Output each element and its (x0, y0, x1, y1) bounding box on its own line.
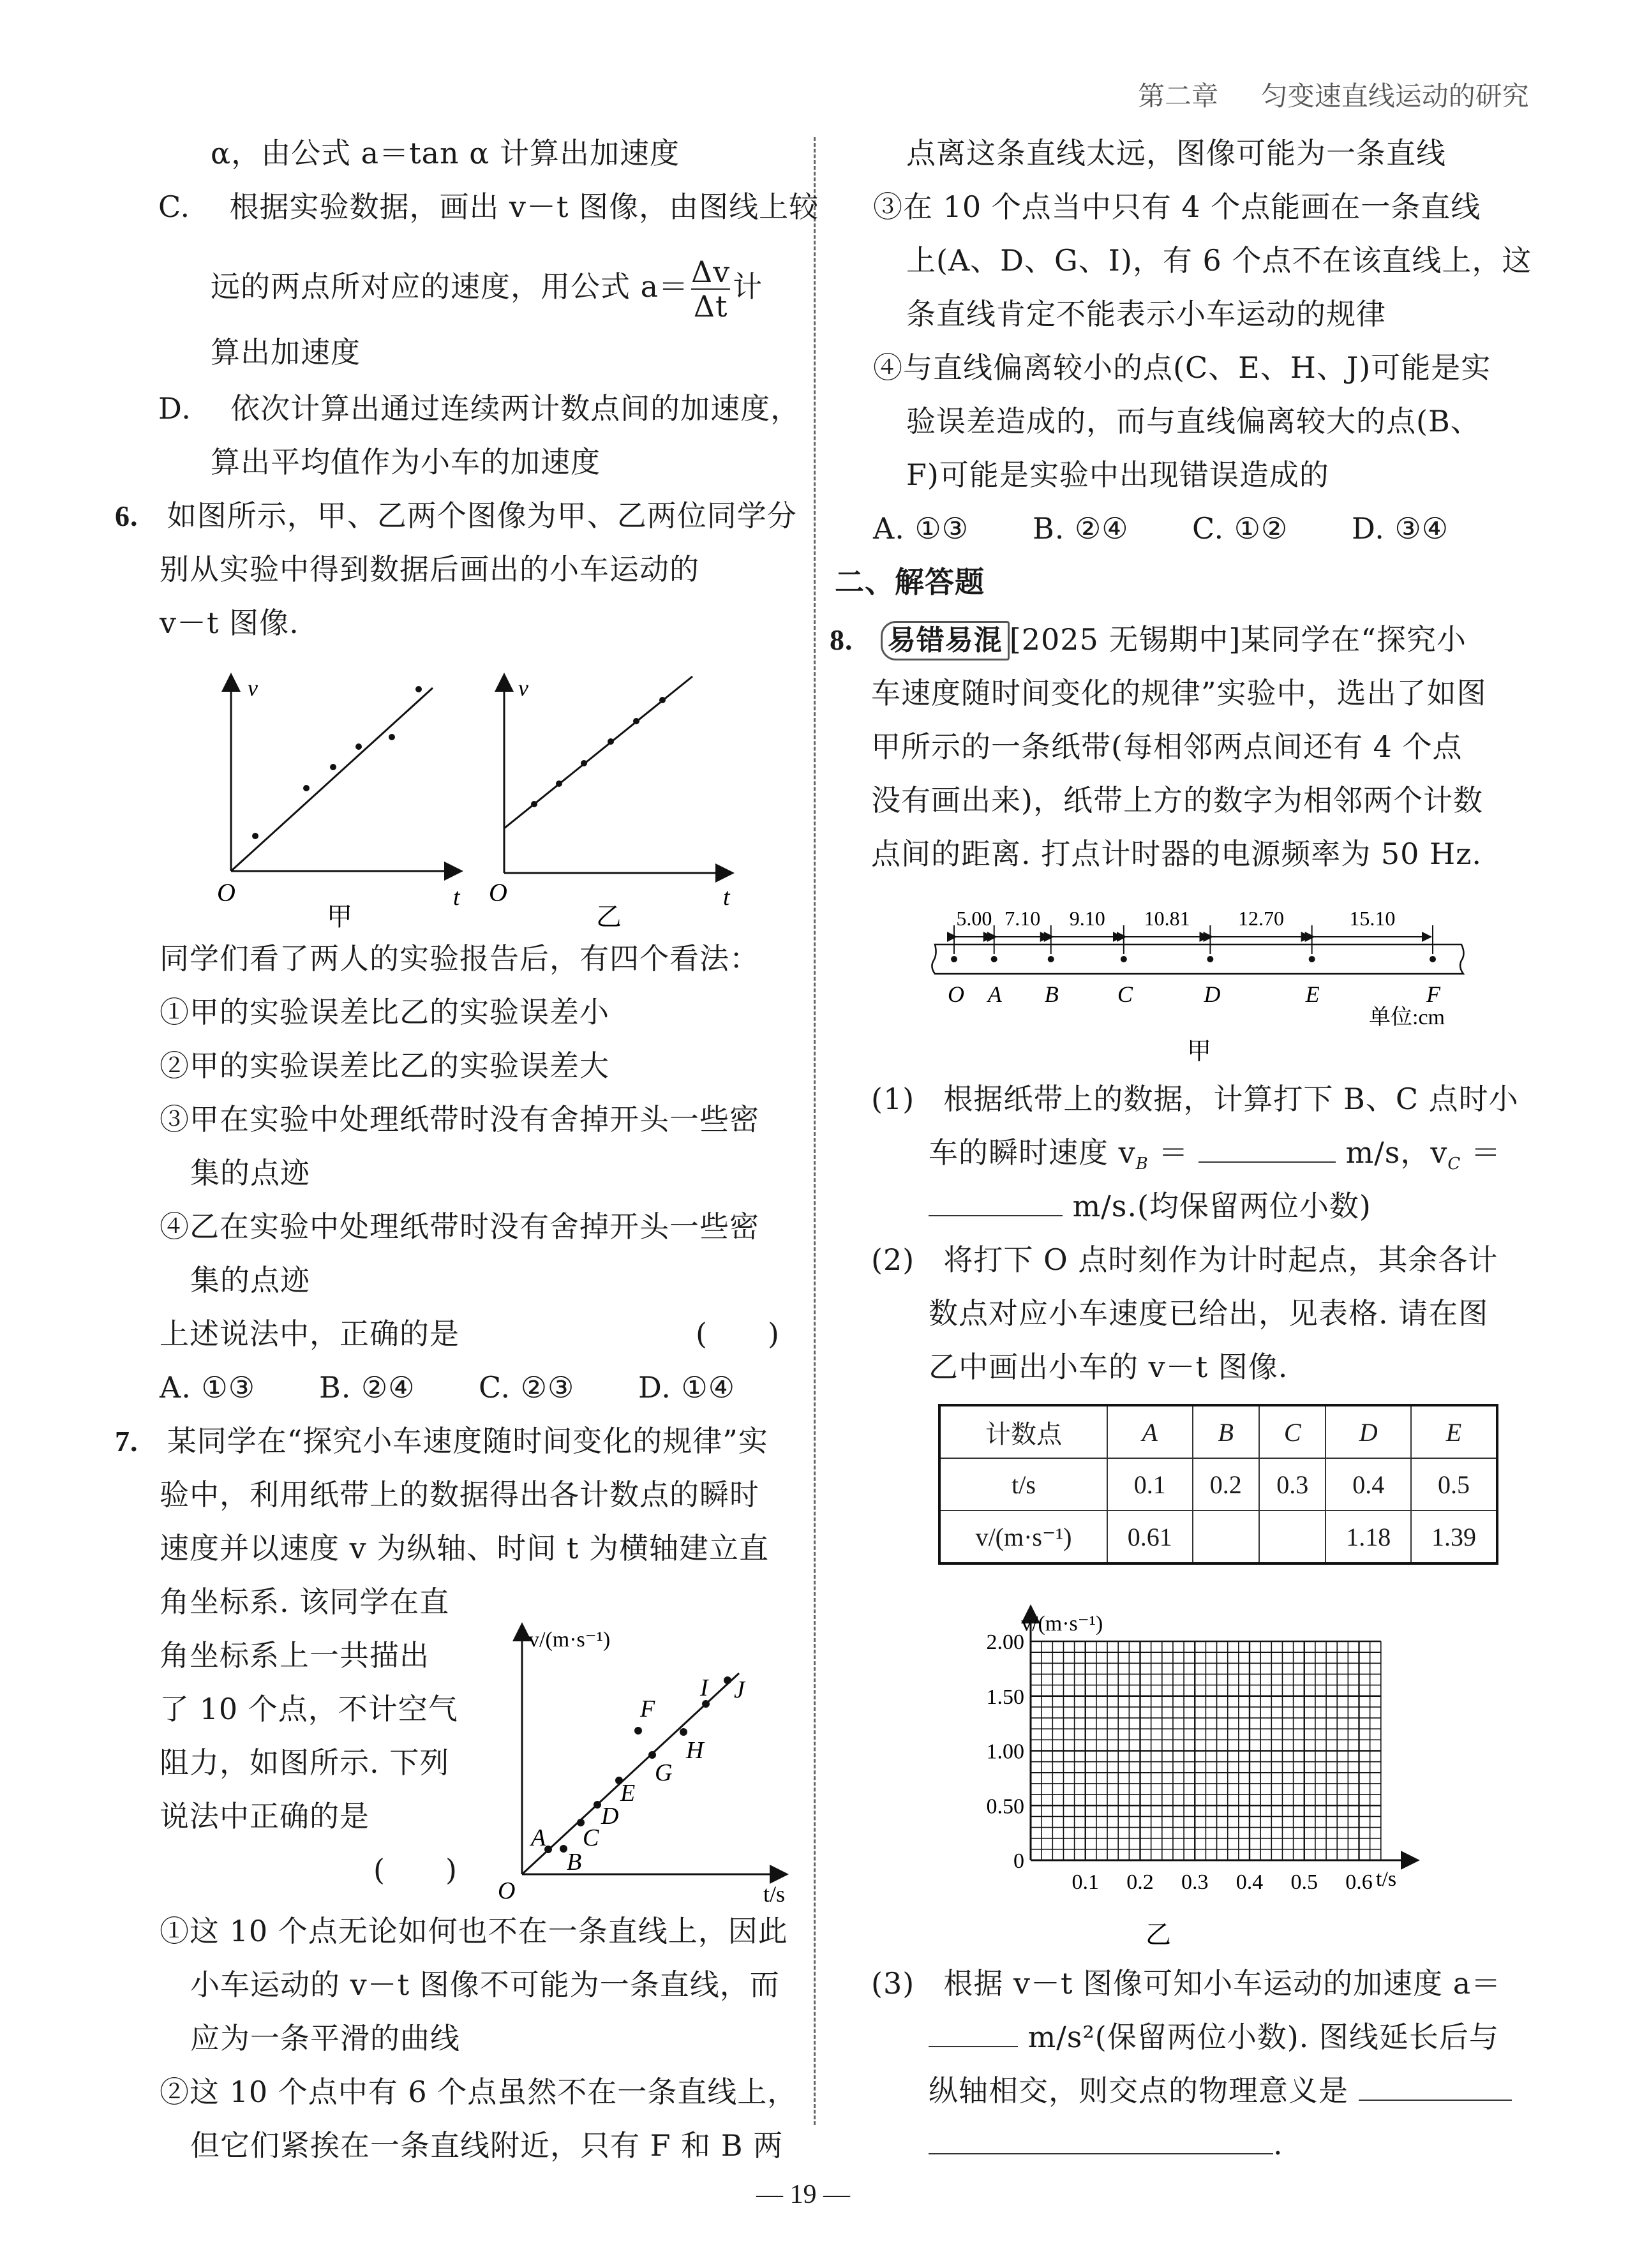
q6-intro: 同学们看了两人的实验报告后，有四个看法： (160, 941, 759, 976)
q7-stem-line8: 说法中正确的是 (160, 1799, 370, 1833)
option-label: D. (158, 391, 191, 426)
option-c[interactable]: C. ①② (1192, 511, 1288, 546)
text: . (1273, 2127, 1283, 2161)
x-axis-label: t (723, 884, 730, 911)
point-H (680, 1728, 687, 1736)
y-tick-label: 0 (1013, 1849, 1024, 1873)
dot-A (991, 956, 997, 962)
fit-line (231, 688, 433, 871)
point-label-B: B (1044, 981, 1059, 1007)
question-number: 6. (115, 500, 138, 532)
point-J (724, 1676, 731, 1684)
chapter-header (1138, 75, 1529, 114)
page-number: — 19 — (756, 2180, 850, 2209)
q7-stem-line7: 阻力，如图所示. 下列 (160, 1745, 450, 1780)
table-cell[interactable] (1193, 1511, 1259, 1563)
label-C: C (583, 1824, 599, 1851)
point-label-F: F (1426, 981, 1440, 1007)
text: m/s²(保留两位小数). 图线延长后与 (1027, 2020, 1499, 2054)
data-point (531, 801, 537, 807)
data-point (252, 833, 258, 839)
q5-option-d (158, 382, 800, 435)
dot-E (1309, 956, 1315, 962)
q5-option-d-line2: 算出平均值作为小车的加速度 (211, 445, 601, 479)
x-tick-label: 0.1 (1072, 1870, 1099, 1894)
column-header: A (1107, 1405, 1193, 1458)
table-cell: 1.18 (1326, 1511, 1411, 1563)
q8-part3-line2 (929, 2010, 1499, 2064)
dot-B (1048, 956, 1054, 962)
distance-label: 5.00 (956, 907, 992, 930)
q5-option-c-line2 (211, 255, 763, 323)
label-G: G (655, 1759, 673, 1786)
label-F: F (640, 1696, 655, 1722)
table-cell: 0.4 (1326, 1458, 1411, 1511)
chart-caption: 乙 (1146, 1920, 1171, 1949)
data-point (556, 780, 562, 787)
q8-part2-line1 (871, 1233, 1498, 1287)
q8-part3-line4 (929, 2117, 1283, 2171)
graph-yi (489, 675, 731, 931)
y-axis-label: v (518, 675, 528, 701)
data-point (389, 734, 395, 740)
distance-label: 7.10 (1004, 907, 1041, 930)
distance-label: 10.81 (1144, 907, 1190, 930)
difficulty-badge: 易错易混 (881, 621, 1010, 660)
point-labels (529, 1675, 746, 1876)
text: 远的两点所对应的速度，用公式 a＝ (211, 269, 689, 304)
q8-stem-line2: 车速度随时间变化的规律”实验中，选出了如图 (871, 676, 1487, 710)
q8-part1-line3 (929, 1179, 1371, 1233)
q7-statement-2-cont2: 点离这条直线太远，图像可能为一条直线 (906, 136, 1446, 170)
row-header: t/s (939, 1458, 1107, 1511)
table-cell: 0.5 (1411, 1458, 1497, 1511)
dot-O (951, 956, 957, 962)
y-tick-label: 1.00 (986, 1740, 1024, 1764)
paper-tape-diagram (929, 900, 1465, 1066)
q7-statement-3-cont2: 条直线肯定不能表示小车运动的规律 (906, 297, 1386, 331)
table-cell[interactable] (1259, 1511, 1326, 1563)
option-d[interactable]: D. ①④ (638, 1370, 735, 1405)
section-heading: 二、解答题 (835, 565, 985, 599)
dot-F (1430, 956, 1436, 962)
q7-stem-line6: 了 10 个点，不计空气 (160, 1692, 458, 1726)
text: ＝ (1148, 1135, 1189, 1170)
option-b[interactable]: B. ②④ (1033, 511, 1129, 546)
q7-statement-3: ③在 10 个点当中只有 4 个点能画在一条直线 (873, 190, 1481, 224)
x-axis-label: t (453, 884, 460, 911)
label-D: D (601, 1803, 619, 1830)
option-label: C. (158, 190, 191, 224)
q6-statement-4-cont: 集的点迹 (190, 1263, 310, 1297)
x-tick-label: 0.5 (1290, 1870, 1318, 1894)
point-label-E: E (1305, 981, 1320, 1007)
q8-stem-line1 (830, 613, 1467, 667)
column-header: D (1326, 1405, 1411, 1458)
table-row (939, 1511, 1497, 1563)
vt-grid-chart[interactable] (970, 1595, 1430, 1953)
fraction-denominator: Δt (693, 289, 728, 324)
data-point (415, 686, 422, 692)
part-text: 根据纸带上的数据，计算打下 B、C 点时小 (943, 1082, 1519, 1116)
point-F (634, 1727, 642, 1735)
label-J: J (734, 1676, 745, 1703)
point-G (648, 1751, 656, 1759)
point-label-O: O (948, 981, 964, 1007)
part-label: (2) (871, 1242, 915, 1277)
dot-D (1207, 956, 1213, 962)
row-header: 计数点 (939, 1405, 1107, 1458)
y-axis-label: v (248, 675, 258, 701)
answer-blank-meaning-cont[interactable] (929, 2128, 1273, 2154)
subscript: C (1447, 1154, 1461, 1174)
column-header: C (1259, 1405, 1326, 1458)
point-label-D: D (1204, 981, 1221, 1007)
part-text: 根据 v－t 图像可知小车运动的加速度 a＝ (943, 1966, 1502, 2001)
y-tick-label: 0.50 (986, 1794, 1024, 1819)
table-cell: 0.3 (1259, 1458, 1326, 1511)
option-text: 根据实验数据，画出 v－t 图像，由图线上较 (229, 190, 819, 224)
q7-stem-line3: 速度并以速度 v 为纵轴、时间 t 为横轴建立直 (160, 1531, 769, 1565)
table-cell: 1.39 (1411, 1511, 1497, 1563)
graph-caption: 甲 (327, 902, 352, 931)
fraction-numerator: Δv (691, 255, 731, 289)
data-point (633, 718, 639, 724)
data-point (608, 738, 614, 745)
q7-statement-2: ②这 10 个点中有 6 个点虽然不在一条直线上， (160, 2075, 798, 2109)
q7-graph (485, 1595, 817, 1902)
point-label-A: A (987, 981, 1002, 1007)
q8-part3-line3 (929, 2064, 1512, 2117)
point-D (594, 1801, 601, 1809)
option-a[interactable]: A. ①③ (160, 1370, 255, 1405)
label-E: E (620, 1780, 636, 1807)
text: 车的瞬时速度 v (929, 1135, 1136, 1170)
point-label-C: C (1117, 981, 1133, 1007)
part-label: (1) (871, 1082, 915, 1116)
source-tag: [2025 无锡期中] (1009, 622, 1241, 657)
y-axis-label: v/(m·s⁻¹) (528, 1628, 611, 1652)
q5-option-c (158, 180, 819, 234)
data-points (252, 686, 422, 839)
tick-labels (987, 1630, 1373, 1894)
text: 计 (733, 269, 763, 304)
q7-statement-1: ①这 10 个点无论如何也不在一条直线上，因此 (160, 1914, 788, 1948)
q7-stem-line1 (115, 1414, 768, 1468)
label-B: B (567, 1849, 582, 1876)
text: m/s，v (1345, 1135, 1448, 1170)
label-A: A (531, 1824, 546, 1851)
x-tick-label: 0.2 (1126, 1870, 1154, 1894)
q6-graphs (191, 651, 766, 932)
chapter-number: 第二章 (1138, 80, 1219, 112)
q8-stem-line3: 甲所示的一条纸带(每相邻两点间还有 4 个点 (871, 729, 1463, 764)
text: ＝ (1461, 1135, 1501, 1170)
subscript: B (1135, 1154, 1149, 1174)
part-text: 将打下 O 点时刻作为计时起点，其余各计 (943, 1242, 1498, 1277)
column-header: E (1411, 1405, 1497, 1458)
y-tick-label: 1.50 (986, 1685, 1024, 1709)
q7-stem-line4: 角坐标系. 该同学在直 (160, 1585, 450, 1619)
table-row (939, 1458, 1497, 1511)
tape-marks (948, 907, 1441, 1007)
distance-label: 15.10 (1349, 907, 1396, 930)
q5-option-c-line3: 算出加速度 (211, 335, 361, 369)
table-row (939, 1405, 1497, 1458)
x-tick-label: 0.4 (1236, 1870, 1264, 1894)
text: 纵轴相交，则交点的物理意义是 (929, 2073, 1348, 2108)
answer-blank-vc[interactable] (929, 1190, 1063, 1216)
q7-stem-line5: 角坐标系上一共描出 (160, 1638, 429, 1673)
q6-options (160, 1361, 735, 1414)
q7-statement-4-cont2: F)可能是实验中出现错误造成的 (906, 458, 1329, 492)
answer-blank-meaning[interactable] (1359, 2074, 1512, 2101)
distance-label: 12.70 (1238, 907, 1285, 930)
q7-answer-bracket[interactable]: ( ) (373, 1853, 458, 1887)
x-tick-label: 0.6 (1345, 1870, 1373, 1894)
q8-part1-line1 (871, 1072, 1519, 1126)
q7-statement-1-cont1: 小车运动的 v－t 图像不可能为一条直线，而 (190, 1967, 780, 2002)
label-H: H (686, 1737, 704, 1764)
table-cell: 0.2 (1193, 1458, 1259, 1511)
tape-caption: 甲 (1187, 1038, 1212, 1065)
answer-blank-vb[interactable] (1199, 1136, 1336, 1163)
text: m/s.(均保留两位小数) (1072, 1189, 1371, 1223)
q6-statement-1: ①甲的实验误差比乙的实验误差小 (160, 995, 609, 1029)
graph-caption: 乙 (596, 902, 622, 931)
q6-statement-3-cont: 集的点迹 (190, 1156, 310, 1190)
table-cell: 0.61 (1107, 1511, 1193, 1563)
q6-answer-bracket[interactable]: ( ) (696, 1317, 780, 1351)
unit-label: 单位:cm (1369, 1006, 1445, 1029)
distance-label: 9.10 (1069, 907, 1105, 930)
q6-statement-3: ③甲在实验中处理纸带时没有舍掉开头一些密 (160, 1102, 759, 1137)
y-tick-label: 2.00 (986, 1630, 1024, 1654)
data-table (938, 1404, 1498, 1565)
tape-strip (932, 944, 1463, 974)
q8-stem-line4: 没有画出来)，纸带上方的数字为相邻两个计数 (871, 783, 1483, 817)
q6-question: 上述说法中，正确的是 (160, 1317, 459, 1351)
x-axis-label: t/s (1376, 1867, 1397, 1891)
origin-label: O (489, 878, 507, 907)
option-c[interactable]: C. ②③ (479, 1370, 575, 1405)
q7-statement-2-cont1: 但它们紧挨在一条直线附近，只有 F 和 B 两 (190, 2128, 784, 2163)
dot-C (1121, 956, 1127, 962)
fraction (691, 255, 730, 323)
q7-stem-line2: 验中，利用纸带上的数据得出各计数点的瞬时 (160, 1477, 759, 1512)
origin-label: O (498, 1877, 516, 1902)
stem-text: 如图所示，甲、乙两个图像为甲、乙两位同学分 (167, 498, 797, 533)
q8-stem-line5: 点间的距离. 打点计时器的电源频率为 50 Hz. (871, 837, 1482, 871)
row-header: v/(m·s⁻¹) (939, 1511, 1107, 1563)
q7-statement-1-cont2: 应为一条平滑的曲线 (190, 2021, 460, 2055)
data-point (355, 743, 362, 750)
chapter-title: 匀变速直线运动的研究 (1260, 80, 1529, 112)
graph-jia (217, 675, 461, 931)
stem-text: 某同学在“探究小车速度随时间变化的规律”实 (167, 1424, 768, 1458)
table-cell: 0.1 (1107, 1458, 1193, 1511)
q7-statement-4-cont1: 验误差造成的，而与直线偏离较大的点(B、 (906, 404, 1481, 438)
q6-statement-4: ④乙在实验中处理纸带时没有舍掉开头一些密 (160, 1209, 759, 1244)
q5-option-b-tail: α，由公式 a＝tan α 计算出加速度 (211, 136, 680, 170)
x-tick-label: 0.3 (1181, 1870, 1209, 1894)
question-number: 8. (830, 623, 853, 656)
option-a[interactable]: A. ①③ (873, 511, 969, 546)
data-point (581, 760, 587, 766)
grid-lines (1031, 1608, 1416, 1860)
data-point (330, 764, 336, 770)
data-point (659, 697, 666, 703)
column-header: B (1193, 1405, 1259, 1458)
question-number: 7. (115, 1425, 138, 1458)
label-I: I (700, 1675, 708, 1701)
q6-stem-line1 (115, 489, 797, 543)
q7-statement-3-cont1: 上(A、D、G、I)，有 6 个点不在该直线上，这 (906, 243, 1532, 278)
q8-part3-line1 (871, 1957, 1501, 2010)
answer-blank-acceleration[interactable] (929, 2020, 1018, 2047)
stem-text: 某同学在“探究小 (1241, 622, 1467, 657)
q6-stem-line3: v－t 图像. (160, 606, 299, 640)
q6-statement-2: ②甲的实验误差比乙的实验误差大 (160, 1048, 609, 1083)
option-text: 依次计算出通过连续两计数点间的加速度， (230, 391, 801, 426)
q7-options (873, 502, 1449, 555)
q8-part2-line3: 乙中画出小车的 v－t 图像. (929, 1350, 1288, 1384)
part-label: (3) (871, 1966, 915, 2001)
origin-label: O (217, 878, 235, 907)
q8-part2-line2: 数点对应小车速度已给出，见表格. 请在图 (929, 1296, 1489, 1331)
option-b[interactable]: B. ②④ (319, 1370, 415, 1405)
option-d[interactable]: D. ③④ (1352, 511, 1449, 546)
y-axis-label: v/(m·s⁻¹) (1021, 1612, 1103, 1636)
q7-statement-4: ④与直线偏离较小的点(C、E、H、J)可能是实 (873, 350, 1491, 385)
x-axis-label: t/s (763, 1881, 786, 1902)
data-point (303, 785, 310, 791)
q6-stem-line2: 别从实验中得到数据后画出的小车运动的 (160, 552, 699, 586)
